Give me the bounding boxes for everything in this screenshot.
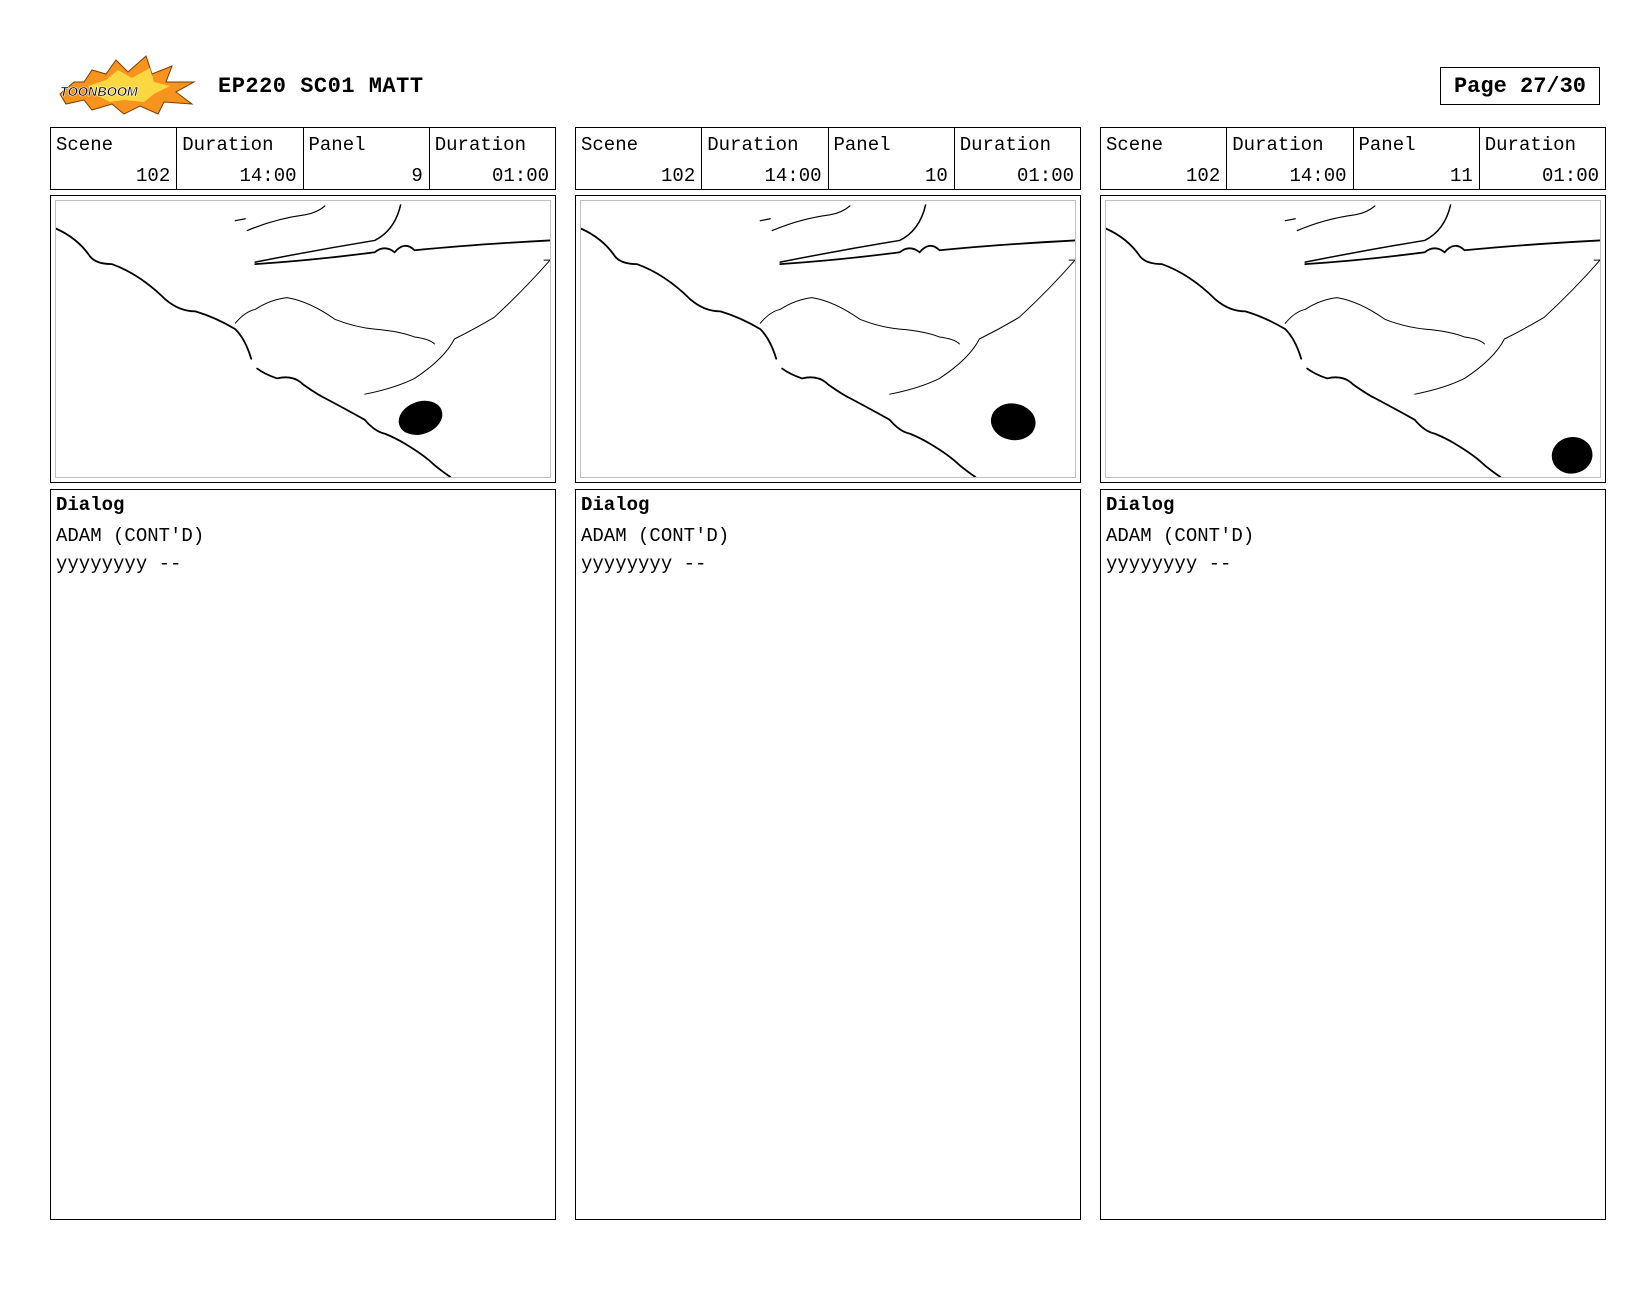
storyboard-panel bbox=[575, 127, 1081, 1220]
sketch-object bbox=[1549, 434, 1594, 476]
dialog-text: yyyyyyyy -- bbox=[581, 553, 707, 575]
panel-cell bbox=[829, 128, 955, 189]
panel-cell bbox=[1354, 128, 1480, 189]
logo-text: TOONBOOM bbox=[60, 84, 138, 99]
panel-duration-cell bbox=[1480, 128, 1605, 189]
panel-value: 9 bbox=[411, 165, 423, 187]
dialog-heading: Dialog bbox=[56, 494, 125, 516]
panel-duration-label: Duration bbox=[434, 134, 526, 156]
storyboard-panel bbox=[1100, 127, 1606, 1220]
panel-duration-value: 01:00 bbox=[1016, 165, 1074, 187]
panel-label: Panel bbox=[833, 134, 891, 156]
panel-duration-label: Duration bbox=[959, 134, 1051, 156]
sketch-object bbox=[989, 401, 1038, 443]
dialog-text: yyyyyyyy -- bbox=[56, 553, 182, 575]
panel-duration-value: 01:00 bbox=[1541, 165, 1599, 187]
scene-duration-label: Duration bbox=[707, 134, 799, 156]
scene-duration-value: 14:00 bbox=[764, 165, 822, 187]
dialog-text: yyyyyyyy -- bbox=[1106, 553, 1232, 575]
dialog-character: ADAM (CONT'D) bbox=[1106, 525, 1255, 547]
panel-value: 10 bbox=[924, 165, 948, 187]
scene-value: 102 bbox=[661, 165, 696, 187]
panel-sketch bbox=[1106, 201, 1600, 477]
scene-cell bbox=[1101, 128, 1227, 189]
scene-duration-value: 14:00 bbox=[1289, 165, 1347, 187]
dialog-box bbox=[50, 489, 556, 1220]
panel-duration-cell bbox=[955, 128, 1080, 189]
storyboard-panel bbox=[50, 127, 556, 1220]
scene-duration-cell bbox=[1227, 128, 1353, 189]
dialog-box bbox=[1100, 489, 1606, 1220]
scene-label: Scene bbox=[581, 134, 639, 156]
panel-value: 11 bbox=[1449, 165, 1473, 187]
dialog-heading: Dialog bbox=[1106, 494, 1175, 516]
toonboom-logo bbox=[54, 52, 200, 116]
document-title: EP220 SC01 MATT bbox=[218, 74, 424, 99]
scene-label: Scene bbox=[1106, 134, 1164, 156]
panel-cell bbox=[304, 128, 430, 189]
scene-duration-cell bbox=[702, 128, 828, 189]
panel-image-frame bbox=[575, 195, 1081, 483]
panel-duration-cell bbox=[430, 128, 555, 189]
scene-duration-label: Duration bbox=[182, 134, 274, 156]
panel-sketch bbox=[56, 201, 550, 477]
panel-image-frame bbox=[1100, 195, 1606, 483]
panel-label: Panel bbox=[1358, 134, 1416, 156]
panel-info-bar bbox=[50, 127, 556, 190]
panel-duration-label: Duration bbox=[1484, 134, 1576, 156]
scene-value: 102 bbox=[1186, 165, 1221, 187]
scene-cell bbox=[576, 128, 702, 189]
panel-sketch bbox=[581, 201, 1075, 477]
dialog-character: ADAM (CONT'D) bbox=[581, 525, 730, 547]
panel-label: Panel bbox=[308, 134, 366, 156]
scene-cell bbox=[51, 128, 177, 189]
scene-label: Scene bbox=[56, 134, 114, 156]
scene-value: 102 bbox=[136, 165, 171, 187]
scene-duration-value: 14:00 bbox=[239, 165, 297, 187]
scene-duration-cell bbox=[177, 128, 303, 189]
sketch-object bbox=[394, 396, 446, 440]
dialog-character: ADAM (CONT'D) bbox=[56, 525, 205, 547]
page-indicator: Page 27/30 bbox=[1440, 67, 1600, 105]
dialog-heading: Dialog bbox=[581, 494, 650, 516]
dialog-box bbox=[575, 489, 1081, 1220]
panel-image-frame bbox=[50, 195, 556, 483]
scene-duration-label: Duration bbox=[1232, 134, 1324, 156]
panel-info-bar bbox=[575, 127, 1081, 190]
panel-info-bar bbox=[1100, 127, 1606, 190]
panel-duration-value: 01:00 bbox=[491, 165, 549, 187]
